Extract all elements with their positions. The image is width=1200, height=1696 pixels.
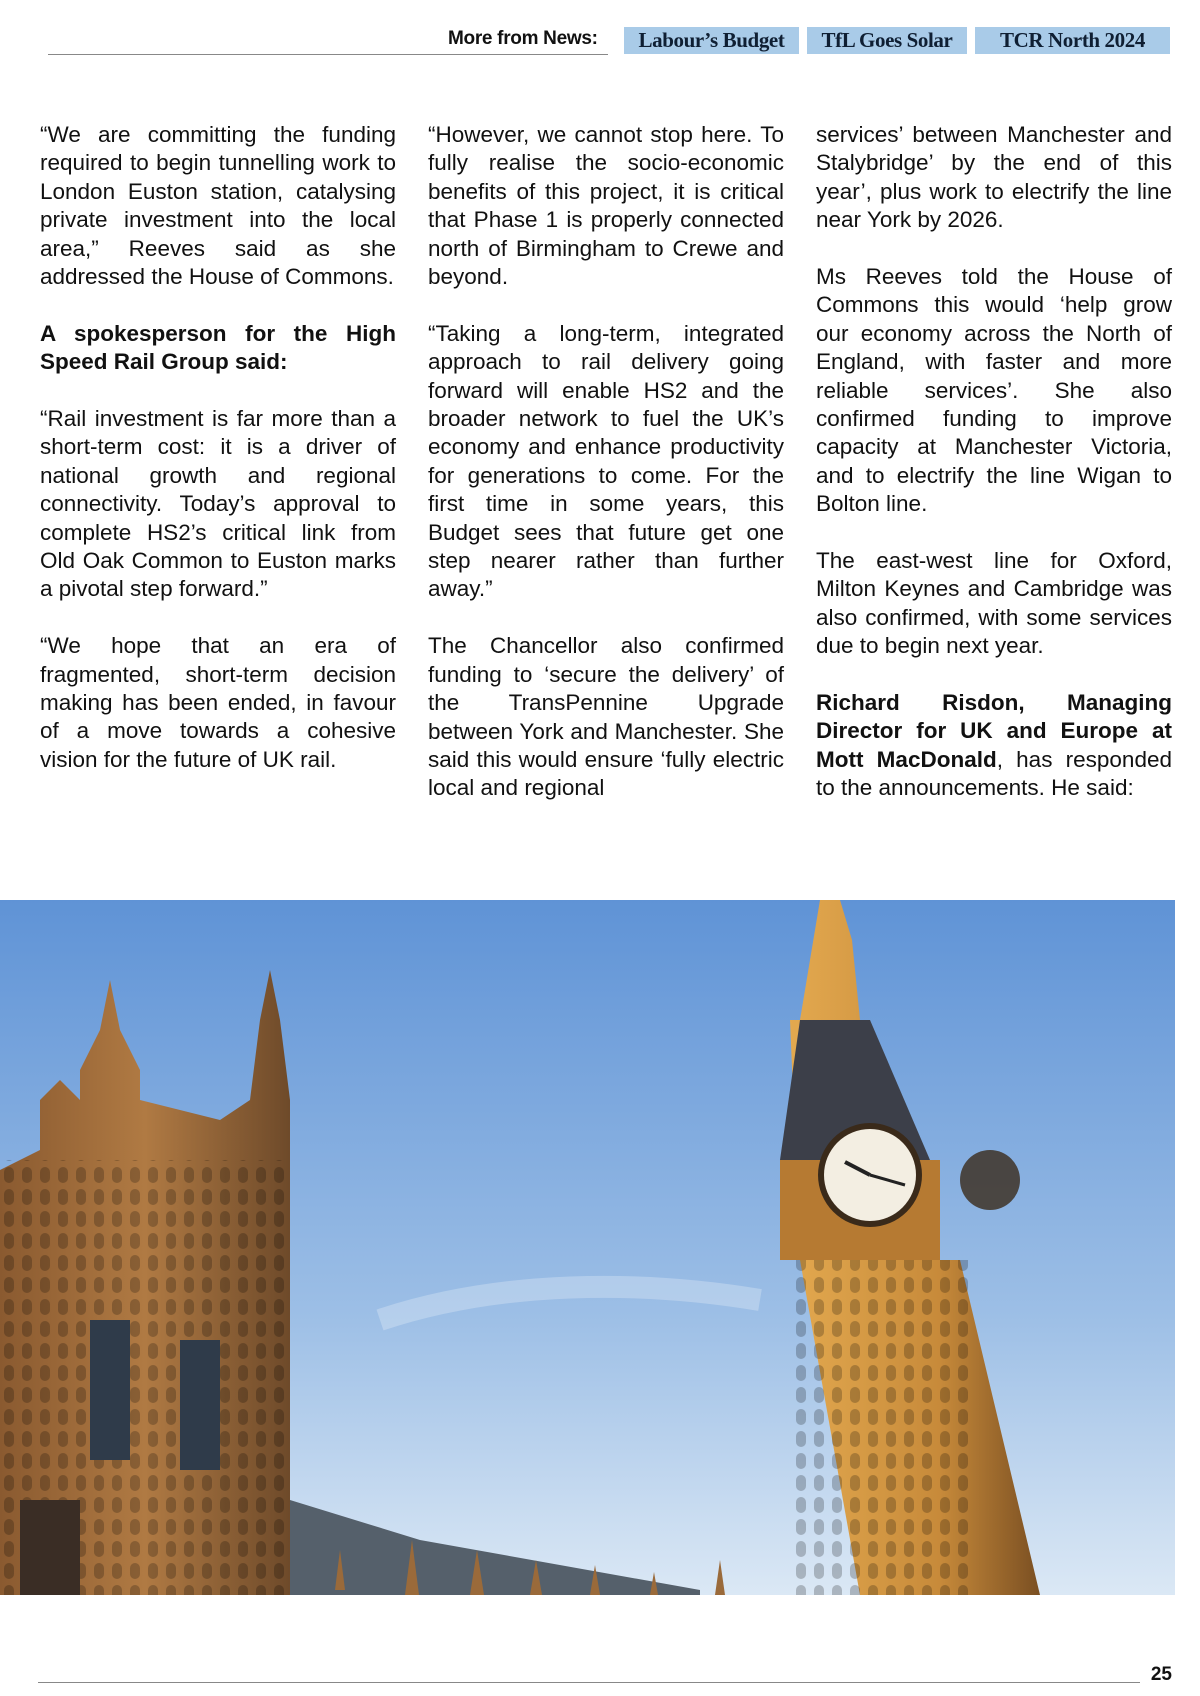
paragraph: The east-west line for Oxford, Milton Keynes and Cambridge was also confirmed, with some services due to begin next year. [816,548,1172,659]
paragraph [816,689,1172,803]
article-column-1 [40,121,396,803]
paragraph: “Rail investment is far more than a short-term cost: it is a driver of national growth and regional connectivity. Today’s approval to complete HS2’s critical link from Old Oak Common to Euston marks a pivotal step forward.” [40,406,396,602]
footer-rule [38,1682,1140,1683]
article-column-2 [428,121,784,831]
paragraph: “We hope that an era of fragmented, short-term decision making has been ended, in favour of a move towards a cohesive vision for the future of UK rail. [40,633,396,772]
subheading: A spokesperson for the High Speed Rail Group said: [40,320,396,375]
page-number: 25 [1150,1664,1172,1685]
big-ben-photo [0,900,1175,1595]
paragraph: services’ between Manchester and Stalybridge’ by the end of this year’, plus work to electrify the line near York by 2026. [816,122,1172,233]
tab-tfl-goes-solar[interactable]: TfL Goes Solar [807,27,967,54]
tab-labours-budget[interactable]: Labour’s Budget [624,27,799,54]
paragraph: “Taking a long-term, integrated approach to rail delivery going forward will enable HS2 and the broader network to fuel the UK’s economy and enhance productivity for generations to come. For the first time in some years, this Budget sees that future get one step nearer rather than further away.” [428,320,784,602]
news-nav [48,26,1170,58]
speaker-name: Richard Risdon, Managing Director for UK and Europe at Mott MacDonald [816,690,1172,772]
paragraph: “We are committing the funding required to begin tunnelling work to London Euston station, catalysing private investment into the local area,” Reeves said as she addressed the House of Commons. [40,122,396,290]
article-column-3 [816,121,1172,831]
paragraph-rest: , has responded to the announcements. He said: [816,746,1172,801]
more-from-news-label: More from News: [448,28,598,49]
header-rule [48,54,608,55]
paragraph: “However, we cannot stop here. To fully realise the socio-economic benefits of this project, it is critical that Phase 1 is properly connected north of Birmingham to Crewe and beyond. [428,122,784,290]
paragraph: The Chancellor also confirmed funding to ‘secure the delivery’ of the TransPennine Upgrade between York and Manchester. She said this would ensure ‘fully electric local and regional [428,633,784,801]
paragraph: Ms Reeves told the House of Commons this would ‘help grow our economy across the North of England, with faster and more reliable services’. She also confirmed funding to improve capacity at Manchester Victoria, and to electrify the line Wigan to Bolton line. [816,264,1172,517]
tab-tcr-north-2024[interactable]: TCR North 2024 [975,27,1170,54]
